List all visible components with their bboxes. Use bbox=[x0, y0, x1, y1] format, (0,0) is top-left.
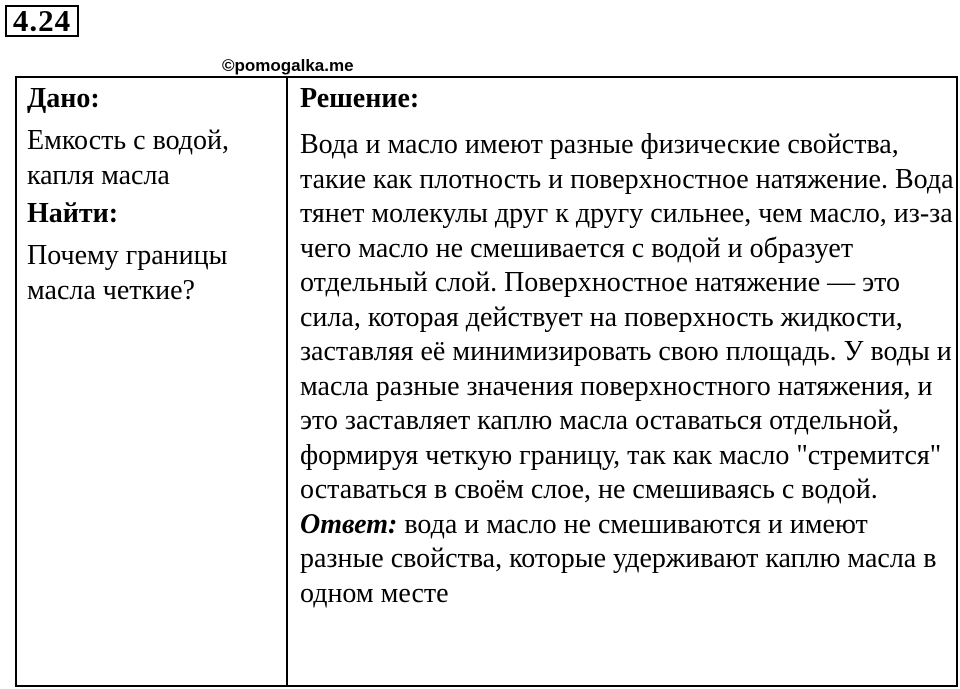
given-heading: Дано: bbox=[27, 83, 100, 114]
find-text: Почему границы масла четкие? bbox=[27, 240, 228, 306]
answer bbox=[300, 508, 956, 612]
solution-heading: Решение: bbox=[300, 83, 420, 114]
answer-text: вода и масло не смешиваются и имеют разные свойства, которые удерживают каплю масла в одном месте bbox=[300, 508, 937, 609]
solution-table bbox=[15, 76, 958, 687]
solution-text: Вода и масло имеют разные физические свойства, такие как плотность и поверхностное натяжение. Вода тянет молекулы друг к другу сильнее, чем масло, из-за чего масло не смешивается с водой и образует отдельный слой. Поверхностное натяжение — это сила, которая действует на поверхность жидкости, заставляя её минимизировать свою площадь. У воды и масла разные значения поверхностного натяжения, и это заставляет каплю масла оставаться отдельной, формируя четкую границу, так как масло "стремится" оставаться в своём слое, не смешиваясь с водой. bbox=[300, 129, 954, 505]
solution-column bbox=[288, 78, 956, 685]
find-heading: Найти: bbox=[27, 198, 119, 229]
answer-label: Ответ: bbox=[300, 508, 398, 540]
given-text: Емкость с водой, капля масла bbox=[27, 125, 230, 191]
given-column bbox=[17, 78, 288, 685]
watermark: ©pomogalka.me bbox=[222, 56, 354, 75]
problem-number: 4.24 bbox=[5, 5, 79, 37]
